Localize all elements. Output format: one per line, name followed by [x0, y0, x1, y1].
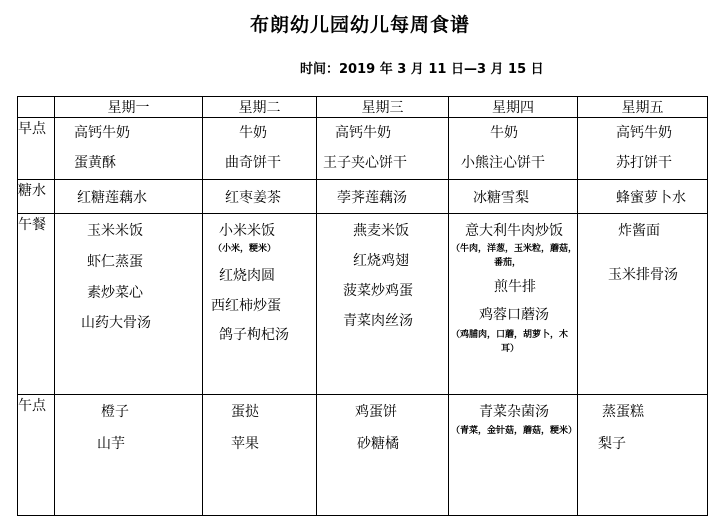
- header-row: [18, 97, 708, 118]
- sugar-water-label: 糖水: [18, 180, 55, 214]
- menu-item: 山芋: [97, 436, 125, 452]
- lunch-wed: [317, 214, 449, 395]
- lunch-tue: [203, 214, 317, 395]
- menu-item: 砂糖橘: [357, 436, 399, 452]
- menu-item: 冰糖雪梨: [473, 190, 529, 206]
- menu-item: 苹果: [231, 436, 259, 452]
- date-range: 时间：2019 年 3 月 11 日—3 月 15 日: [300, 62, 544, 77]
- lunch-row: [18, 214, 708, 395]
- menu-item: 红枣姜茶: [225, 190, 281, 206]
- breakfast-label: 早点: [18, 118, 55, 180]
- day-header-fri: 星期五: [578, 97, 708, 118]
- lunch-thu: [449, 214, 578, 395]
- sugar-water-thu: [449, 180, 578, 214]
- menu-item: 鸡蓉口蘑汤: [479, 307, 549, 323]
- breakfast-wed: [317, 118, 449, 180]
- menu-item: 西红柿炒蛋: [211, 298, 281, 314]
- lunch-mon: [55, 214, 203, 395]
- breakfast-mon: [55, 118, 203, 180]
- menu-item: 燕麦米饭: [353, 223, 409, 239]
- menu-item: 虾仁蒸蛋: [87, 254, 143, 270]
- menu-item: 素炒菜心: [87, 285, 143, 301]
- menu-item: 小米米饭: [219, 223, 275, 239]
- menu-item: 意大利牛肉炒饭: [465, 223, 563, 239]
- ingredient-note: 番茄，: [494, 258, 522, 268]
- menu-item: 玉米米饭: [87, 223, 143, 239]
- menu-item: 高钙牛奶: [74, 125, 130, 141]
- ingredient-note: （小米，粳米）: [213, 244, 277, 254]
- afternoon-wed: [317, 395, 449, 516]
- ingredient-note: （青菜，金针菇，蘑菇，粳米）: [451, 426, 578, 436]
- breakfast-row: [18, 118, 708, 180]
- day-header-wed: 星期三: [317, 97, 449, 118]
- menu-item: 鸽子枸杞汤: [219, 327, 289, 343]
- page-title: 布朗幼儿园幼儿每周食谱: [249, 14, 470, 36]
- menu-item: 牛奶: [490, 125, 518, 141]
- afternoon-thu: [449, 395, 578, 516]
- afternoon-row: [18, 395, 708, 516]
- menu-item: 菠菜炒鸡蛋: [343, 283, 413, 299]
- menu-item: 山药大骨汤: [81, 315, 151, 331]
- menu-item: 小熊注心饼干: [461, 155, 545, 171]
- menu-item: 荸荠莲藕汤: [337, 190, 407, 206]
- menu-item: 曲奇饼干: [225, 155, 281, 171]
- breakfast-thu: [449, 118, 578, 180]
- corner-cell: [18, 97, 55, 118]
- sugar-water-fri: [578, 180, 708, 214]
- menu-item: 煎牛排: [494, 279, 536, 295]
- menu-item: 高钙牛奶: [335, 125, 391, 141]
- day-header-tue: 星期二: [203, 97, 317, 118]
- menu-item: 高钙牛奶: [616, 125, 672, 141]
- day-header-mon: 星期一: [55, 97, 203, 118]
- sugar-water-row: [18, 180, 708, 214]
- menu-item: 牛奶: [239, 125, 267, 141]
- afternoon-fri: [578, 395, 708, 516]
- sugar-water-mon: [55, 180, 203, 214]
- afternoon-mon: [55, 395, 203, 516]
- ingredient-note: （牛肉，洋葱，玉米粒，蘑菇，: [451, 244, 578, 254]
- menu-item: 玉米排骨汤: [608, 267, 678, 283]
- ingredient-note: 耳）: [501, 344, 520, 354]
- ingredient-note: （鸡脯肉，口蘑，胡萝卜，木: [451, 330, 569, 340]
- weekly-menu-table: [17, 96, 708, 516]
- afternoon-label: 午点: [18, 395, 55, 516]
- menu-item: 蛋黄酥: [74, 155, 116, 171]
- sugar-water-tue: [203, 180, 317, 214]
- menu-item: 苏打饼干: [616, 155, 672, 171]
- menu-item: 鸡蛋饼: [355, 404, 397, 420]
- menu-item: 蒸蛋糕: [602, 404, 644, 420]
- menu-item: 王子夹心饼干: [323, 155, 407, 171]
- menu-item: 蛋挞: [231, 404, 259, 420]
- menu-item: 梨子: [598, 436, 626, 452]
- lunch-label: 午餐: [18, 214, 55, 395]
- menu-item: 橙子: [101, 404, 129, 420]
- sugar-water-wed: [317, 180, 449, 214]
- menu-item: 红烧肉圆: [219, 268, 275, 284]
- menu-item: 红烧鸡翅: [353, 253, 409, 269]
- menu-item: 红糖莲藕水: [77, 190, 147, 206]
- lunch-fri: [578, 214, 708, 395]
- menu-item: 青菜杂菌汤: [479, 404, 549, 420]
- menu-item: 炸酱面: [618, 223, 660, 239]
- breakfast-tue: [203, 118, 317, 180]
- menu-item: 青菜肉丝汤: [343, 313, 413, 329]
- menu-item: 蜂蜜萝卜水: [616, 190, 686, 206]
- afternoon-tue: [203, 395, 317, 516]
- breakfast-fri: [578, 118, 708, 180]
- day-header-thu: 星期四: [449, 97, 578, 118]
